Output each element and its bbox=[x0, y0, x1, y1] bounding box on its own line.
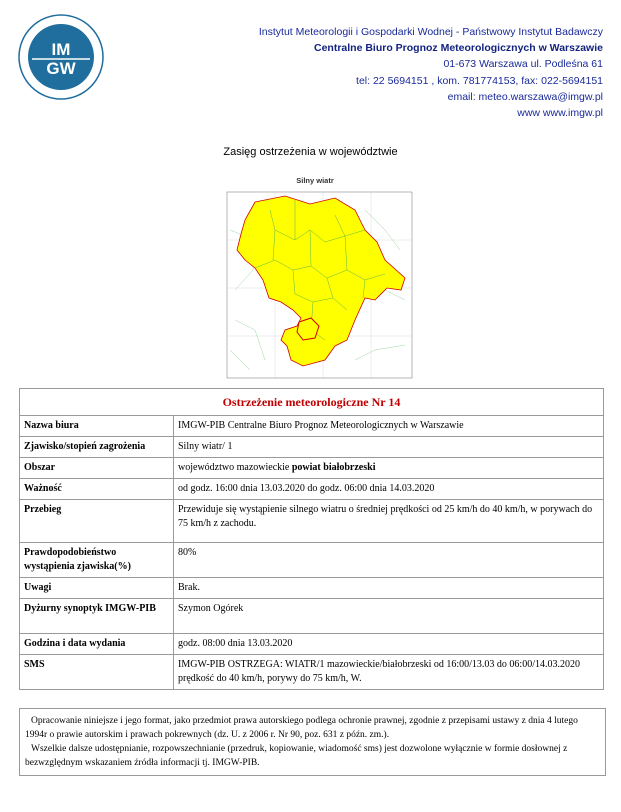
row-label: Zjawisko/stopień zagrożenia bbox=[20, 437, 174, 458]
warning-map bbox=[215, 170, 415, 385]
row-remarks bbox=[20, 578, 604, 599]
row-area bbox=[20, 458, 604, 479]
row-course bbox=[20, 500, 604, 543]
row-label: Uwagi bbox=[20, 578, 174, 599]
row-label: Przebieg bbox=[20, 500, 174, 543]
area-county: powiat białobrzeski bbox=[291, 462, 376, 473]
row-label: Prawdopodobieństwo wystąpienia zjawiska(%) bbox=[20, 543, 174, 578]
map-title: Silny wiatr bbox=[296, 176, 334, 185]
institute-header bbox=[259, 24, 603, 121]
row-office bbox=[20, 416, 604, 437]
row-issued bbox=[20, 634, 604, 655]
row-synoptic bbox=[20, 599, 604, 634]
imgw-logo bbox=[18, 14, 104, 100]
header-office: Centralne Biuro Prognoz Meteorologicznych w Warszawie bbox=[314, 42, 603, 55]
copyright-paragraph: Opracowanie niniejsze i jego format, jako przedmiot prawa autorskiego podlega ochronie prawnej, zgodnie z przepisami ustawy z dnia 4 lutego 1994r o prawie autorskim i prawach pokrewnych (dz. U. z 2006 r. Nr 90, poz. 631 z późn. zm.). bbox=[25, 716, 578, 740]
row-value bbox=[174, 458, 604, 479]
row-value: 80% bbox=[174, 543, 604, 578]
header-address: 01-673 Warszawa ul. Podleśna 61 bbox=[443, 58, 603, 71]
row-label: Godzina i data wydania bbox=[20, 634, 174, 655]
row-phenomenon bbox=[20, 437, 604, 458]
row-label: Nazwa biura bbox=[20, 416, 174, 437]
row-value: Silny wiatr/ 1 bbox=[174, 437, 604, 458]
warning-table bbox=[19, 388, 604, 690]
redistribution-paragraph: Wszelkie dalsze udostępnianie, rozpowszechnianie (przedruk, kopiowanie, wiadomość sms) jest dozwolone wyłącznie w formie dosłownej z bezwzględnym wskazaniem źródła informacji tj. IMGW-PIB. bbox=[25, 744, 568, 768]
header-phone: tel: 22 5694151 , kom. 781774153, fax: 022-5694151 bbox=[356, 74, 603, 87]
row-validity bbox=[20, 479, 604, 500]
row-label: Ważność bbox=[20, 479, 174, 500]
logo-text-top: IM bbox=[51, 40, 71, 59]
row-value: Przewiduje się wystąpienie silnego wiatru o średniej prędkości od 25 km/h do 40 km/h, w porywach do 75 km/h z zachodu. bbox=[174, 500, 604, 543]
header-www: www www.imgw.pl bbox=[517, 107, 603, 120]
header-email: email: meteo.warszawa@imgw.pl bbox=[447, 90, 603, 103]
row-value: Szymon Ogórek bbox=[174, 599, 604, 634]
row-label: Obszar bbox=[20, 458, 174, 479]
row-sms bbox=[20, 655, 604, 690]
row-label: SMS bbox=[20, 655, 174, 690]
row-value: godz. 08:00 dnia 13.03.2020 bbox=[174, 634, 604, 655]
row-value: od godz. 16:00 dnia 13.03.2020 do godz. 06:00 dnia 14.03.2020 bbox=[174, 479, 604, 500]
logo-text-bottom: GW bbox=[46, 59, 76, 78]
header-institute: Instytut Meteorologii i Gospodarki Wodnej - Państwowy Instytut Badawczy bbox=[258, 26, 603, 38]
area-voivodeship: województwo mazowieckie bbox=[178, 462, 292, 473]
warning-title: Ostrzeżenie meteorologiczne Nr 14 bbox=[20, 389, 604, 416]
copyright-notice bbox=[19, 708, 606, 776]
row-label: Dyżurny synoptyk IMGW-PIB bbox=[20, 599, 174, 634]
row-value: Brak. bbox=[174, 578, 604, 599]
row-probability bbox=[20, 543, 604, 578]
row-value: IMGW-PIB OSTRZEGA: WIATR/1 mazowieckie/białobrzeski od 16:00/13.03 do 06:00/14.03.2020 prędkość do 40 km/h, porywy do 75 km/h, W. bbox=[174, 655, 604, 690]
row-value: IMGW-PIB Centralne Biuro Prognoz Meteorologicznych w Warszawie bbox=[174, 416, 604, 437]
map-caption: Zasięg ostrzeżenia w województwie bbox=[223, 146, 398, 158]
